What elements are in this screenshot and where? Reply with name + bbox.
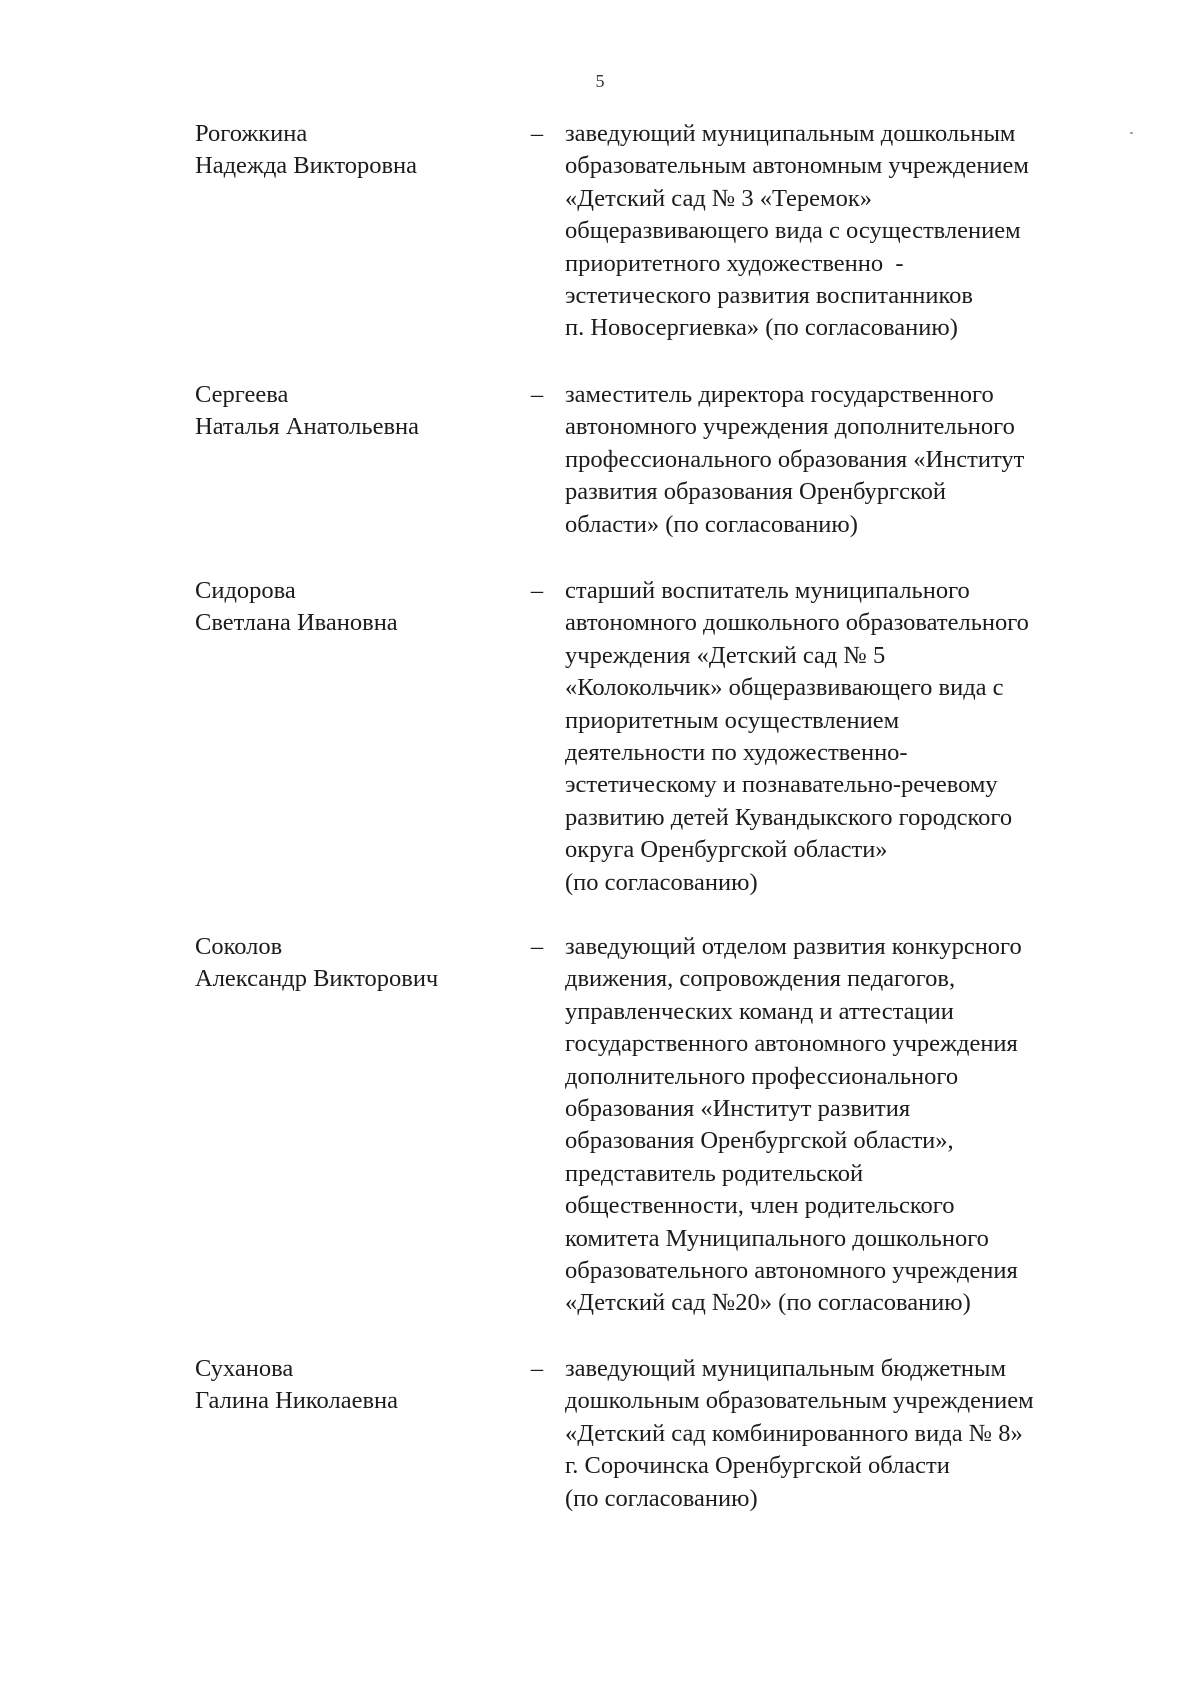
- member-surname: Соколов: [195, 933, 283, 960]
- position-line: развитию детей Кувандыкского городского: [565, 803, 1013, 831]
- member-position: [565, 118, 1125, 345]
- dash-separator: –: [530, 381, 544, 408]
- dash-separator: –: [530, 577, 544, 604]
- position-line: заведующий отделом развития конкурсного: [565, 933, 1022, 960]
- position-line: комитета Муниципального дошкольного: [565, 1224, 989, 1252]
- position-line: образовательного автономного учреждения: [565, 1257, 1018, 1285]
- position-line: заместитель директора государственного: [565, 381, 994, 408]
- position-line: эстетического развития воспитанников: [565, 282, 973, 310]
- position-line: п. Новосергиевка» (по согласованию): [565, 314, 958, 342]
- member-surname: Суханова: [195, 1355, 294, 1382]
- position-line: развития образования Оренбургской: [565, 478, 946, 506]
- member-name: [195, 1353, 525, 1418]
- position-line: представитель родительской: [565, 1159, 864, 1187]
- member-name: [195, 118, 525, 183]
- position-line: автономного дошкольного образовательного: [565, 609, 1029, 637]
- position-line: «Колокольчик» общеразвивающего вида с: [565, 674, 1004, 702]
- page-number: 5: [595, 71, 605, 91]
- position-line: «Детский сад комбинированного вида № 8»: [565, 1419, 1023, 1447]
- position-line: автономного учреждения дополнительного: [565, 413, 1015, 441]
- member-surname: Рогожкина: [195, 120, 308, 147]
- position-line: дополнительного профессионального: [565, 1062, 959, 1090]
- dash-separator: –: [530, 933, 544, 960]
- position-line: движения, сопровождения педагогов,: [565, 965, 956, 993]
- dash-separator: –: [530, 1355, 544, 1382]
- dash-separator: –: [530, 120, 544, 147]
- position-line: общеразвивающего вида с осуществлением: [565, 217, 1021, 245]
- member-name: [195, 575, 525, 640]
- member-given-names: Галина Николаевна: [195, 1387, 399, 1415]
- member-given-names: Светлана Ивановна: [195, 609, 398, 637]
- member-surname: Сидорова: [195, 577, 296, 604]
- position-line: образования «Институт развития: [565, 1095, 911, 1123]
- position-line: (по согласованию): [565, 868, 758, 896]
- member-surname: Сергеева: [195, 381, 289, 408]
- position-line: общественности, член родительского: [565, 1192, 955, 1220]
- member-position: [565, 1353, 1125, 1515]
- position-line: управленческих команд и аттестации: [565, 997, 954, 1025]
- member-given-names: Надежда Викторовна: [195, 152, 418, 180]
- position-line: государственного автономного учреждения: [565, 1030, 1018, 1058]
- member-position: [565, 931, 1125, 1320]
- member-given-names: Александр Викторович: [195, 965, 439, 993]
- position-line: образовательным автономным учреждением: [565, 152, 1029, 180]
- position-line: приоритетным осуществлением: [565, 706, 900, 734]
- position-line: (по согласованию): [565, 1484, 758, 1512]
- position-line: старший воспитатель муниципального: [565, 577, 970, 604]
- member-name: [195, 379, 525, 444]
- position-line: профессионального образования «Институт: [565, 445, 1025, 473]
- position-line: эстетическому и познавательно-речевому: [565, 771, 998, 799]
- position-line: дошкольным образовательным учреждением: [565, 1387, 1034, 1415]
- position-line: заведующий муниципальным дошкольным: [565, 120, 1016, 147]
- member-name: [195, 931, 525, 996]
- position-line: «Детский сад № 3 «Теремок»: [565, 184, 872, 212]
- scan-speck: [1130, 132, 1133, 134]
- position-line: «Детский сад №20» (по согласованию): [565, 1289, 971, 1317]
- position-line: деятельности по художественно-: [565, 739, 908, 767]
- position-line: округа Оренбургской области»: [565, 836, 888, 864]
- position-line: заведующий муниципальным бюджетным: [565, 1355, 1007, 1382]
- position-line: образования Оренбургской области»,: [565, 1127, 954, 1155]
- member-given-names: Наталья Анатольевна: [195, 413, 420, 441]
- position-line: приоритетного художественно -: [565, 249, 904, 277]
- position-line: г. Сорочинска Оренбургской области: [565, 1452, 950, 1480]
- position-line: учреждения «Детский сад № 5: [565, 641, 886, 669]
- member-position: [565, 379, 1125, 541]
- member-position: [565, 575, 1125, 899]
- position-line: области» (по согласованию): [565, 510, 858, 538]
